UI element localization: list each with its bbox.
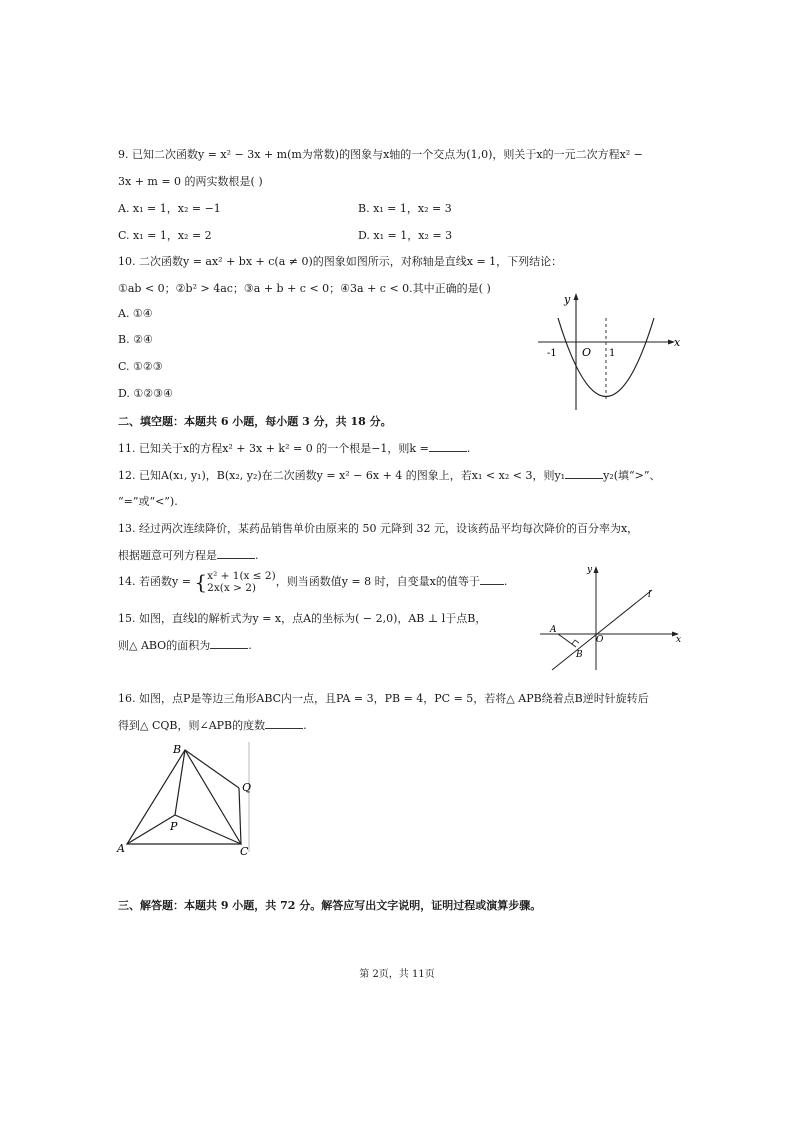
section-2-heading: 二、填空题：本题共 6 小题，每小题 3 分，共 18 分。	[118, 415, 392, 428]
q9-option-a: A. x₁ = 1，x₂ = −1	[118, 202, 221, 215]
q12-answer-blank[interactable]	[565, 468, 603, 479]
q12-line2: “=”或“<”).	[118, 495, 178, 508]
graph2-a-label: A	[550, 625, 557, 635]
q13-line1: 13. 经过两次连续降价，某药品销售单价由原来的 50 元降到 32 元，设该药品平均每次降价的百分率为x，	[118, 522, 639, 535]
vertex-q-label: Q	[242, 781, 252, 794]
q12-text-b: y₂(填“>”、	[603, 469, 661, 482]
graph-1-label: 1	[609, 348, 616, 359]
graph2-b-label: B	[576, 650, 583, 660]
graph2-o-label: O	[596, 635, 604, 645]
parabola-graph	[536, 290, 686, 415]
q15-line2: 则△ ABO的面积为 .	[118, 639, 252, 652]
q10-line2: ①ab < 0；②b² > 4ac；③a + b + c < 0；④3a + c < 0.其中正确的是( )	[118, 282, 491, 295]
q9-option-d: D. x₁ = 1，x₂ = 3	[358, 229, 453, 242]
q10-option-d: D. ①②③④	[118, 387, 173, 400]
q14-answer-blank[interactable]	[480, 574, 504, 585]
q15-text: 则△ ABO的面积为	[118, 639, 211, 652]
q13-text: 根据题意可列方程是	[118, 549, 217, 562]
q9-option-c: C. x₁ = 1，x₂ = 2	[118, 229, 212, 242]
q12-text: 12. 已知A(x₁, y₁)，B(x₂, y₂)在二次函数y = x² − 6x + 4 的图象上，若x₁ < x₂ < 3，则y₁	[118, 469, 566, 482]
graph-y-label: y	[564, 293, 571, 306]
q13-line2: 根据题意可列方程是 .	[118, 549, 259, 562]
page-footer: 第 2页，共 11页	[359, 969, 435, 980]
q15-line1: 15. 如图，直线l的解析式为y = x，点A的坐标为( − 2,0)，AB ⊥ l于点B，	[118, 612, 487, 625]
section-3-heading: 三、解答题：本题共 9 小题，共 72 分。解答应写出文字说明，证明过程或演算步骤。	[118, 899, 542, 912]
q15-answer-blank[interactable]	[210, 638, 248, 649]
vertex-b-label: B	[173, 743, 182, 756]
q10-option-b: B. ②④	[118, 333, 153, 346]
q10-option-c: C. ①②③	[118, 360, 163, 373]
graph-neg1-label: -1	[547, 348, 557, 359]
q12-line1	[118, 467, 660, 483]
vertex-a-label: A	[117, 842, 125, 855]
q10-option-a: A. ①④	[118, 307, 153, 320]
q13-answer-blank[interactable]	[217, 548, 255, 559]
vertex-c-label: C	[240, 845, 249, 858]
vertex-p-label: P	[170, 820, 178, 833]
q16-answer-blank[interactable]	[265, 718, 303, 729]
q16-line1: 16. 如图，点P是等边三角形ABC内一点，且PA = 3，PB = 4，PC = 5，若将△ APB绕着点B逆时针旋转后	[118, 692, 649, 705]
q14-case1: x² + 1(x ≤ 2)	[207, 570, 276, 582]
graph2-x-label: x	[676, 635, 682, 645]
q10-line1: 10. 二次函数y = ax² + bx + c(a ≠ 0)的图象如图所示，对称轴是直线x = 1，下列结论：	[118, 255, 563, 268]
graph-origin-label: O	[582, 346, 592, 359]
q14-piecewise	[207, 570, 276, 594]
triangle-figure	[115, 740, 265, 858]
q9-line2: 3x + m = 0 的两实数根是( )	[118, 175, 263, 188]
q9-option-b: B. x₁ = 1，x₂ = 3	[358, 202, 452, 215]
q16-line2: 得到△ CQB，则∠APB的度数 .	[118, 719, 307, 732]
q11-line: 11. 已知关于x的方程x² + 3x + k² = 0 的一个根是−1，则k = .	[118, 442, 471, 455]
q11-text: 11. 已知关于x的方程x² + 3x + k² = 0 的一个根是−1，则k =	[118, 442, 429, 455]
graph2-y-label: y	[587, 565, 593, 575]
line-graph	[540, 562, 685, 672]
q14-case2: 2x(x > 2)	[207, 582, 257, 594]
q14-post: ，则当函数值y = 8 时，自变量x的值等于	[275, 575, 480, 588]
q11-answer-blank[interactable]	[429, 441, 467, 452]
graph-x-label: x	[674, 336, 681, 349]
q14-pre: 14. 若函数y =	[118, 575, 191, 588]
q9-line1: 9. 已知二次函数y = x² − 3x + m(m为常数)的图象与x轴的一个交点为(1,0)，则关于x的一元二次方程x² −	[118, 148, 643, 161]
graph2-l-label: l	[648, 590, 651, 600]
q14-line: 14. 若函数y = {x² + 1(x ≤ 2) 2x(x > 2) ，则当函数值y = 8 时，自变量x的值等于 .	[118, 570, 508, 594]
q16-text: 得到△ CQB，则∠APB的度数	[118, 719, 266, 732]
